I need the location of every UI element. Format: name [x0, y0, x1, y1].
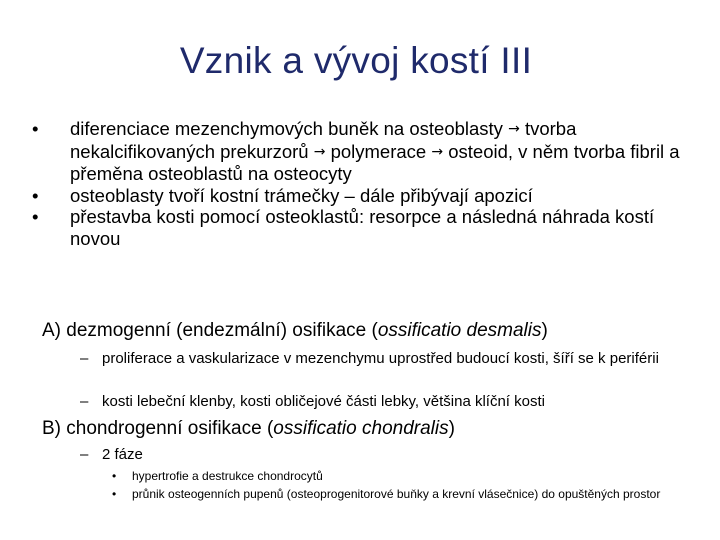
section-a-item	[80, 350, 690, 367]
bullet-text: diferenciace mezenchymových buněk na osteoblasty	[70, 118, 503, 139]
bullet-item	[30, 206, 690, 249]
bullet-list	[30, 118, 690, 249]
section-b-subitem	[112, 469, 672, 484]
section-a-label: A) dezmogenní (endezmální) osifikace (	[42, 320, 378, 341]
bullet-item	[30, 185, 690, 207]
arrow-icon: →	[431, 143, 444, 160]
arrow-icon: →	[313, 143, 326, 160]
dash-icon: –	[80, 393, 89, 410]
dash-icon: –	[80, 446, 89, 463]
bullet-icon: •	[32, 206, 39, 227]
section-b-subitem-text: průnik osteogenních pupenů (osteoprogenitorové buňky a krevní vlásečnice) do opuštěných prostor	[132, 487, 661, 501]
section-b-item	[80, 446, 690, 463]
bullet-item	[30, 118, 690, 185]
section-a-item-text: proliferace a vaskularizace v mezenchymu uprostřed budoucí kosti, šíří se k periférii	[102, 350, 659, 367]
bullet-text: tvorba nekalcifikovaných prekurzorů	[70, 118, 577, 162]
bullet-icon: •	[32, 184, 39, 206]
section-b-subitem	[112, 487, 672, 502]
bullet-text: přestavba kosti pomocí osteoklastů: resorpce a následná náhrada kostí novou	[70, 206, 655, 249]
bullet-icon: •	[112, 487, 117, 501]
section-b-heading	[42, 418, 455, 440]
section-a-heading	[42, 320, 548, 342]
section-b-item-text: 2 fáze	[102, 446, 143, 463]
section-b-subitem-text: hypertrofie a destrukce chondrocytů	[132, 469, 323, 483]
bullet-text: polymerace	[330, 140, 427, 162]
section-b-close: )	[448, 418, 455, 439]
section-a-item-text: kosti lebeční klenby, kosti obličejové části lebky, většina klíční kosti	[102, 393, 545, 410]
section-b-latin: ossificatio chondralis	[273, 418, 449, 439]
bullet-text: osteoid, v něm tvorba fibril a přeměna osteoblastů na osteocyty	[70, 140, 680, 184]
bullet-text: osteoblasty tvoří kostní trámečky – dále přibývají apozicí	[70, 184, 533, 206]
bullet-icon: •	[112, 469, 117, 483]
dash-icon: –	[80, 350, 89, 367]
section-a-item	[80, 393, 690, 410]
bullet-icon: •	[32, 118, 39, 139]
slide-title: Vznik a vývoj kostí III	[179, 40, 533, 81]
arrow-icon: →	[508, 121, 520, 137]
section-a-close: )	[541, 320, 548, 341]
section-b-label: B) chondrogenní osifikace (	[42, 418, 274, 439]
section-a-latin: ossificatio desmalis	[377, 320, 542, 341]
